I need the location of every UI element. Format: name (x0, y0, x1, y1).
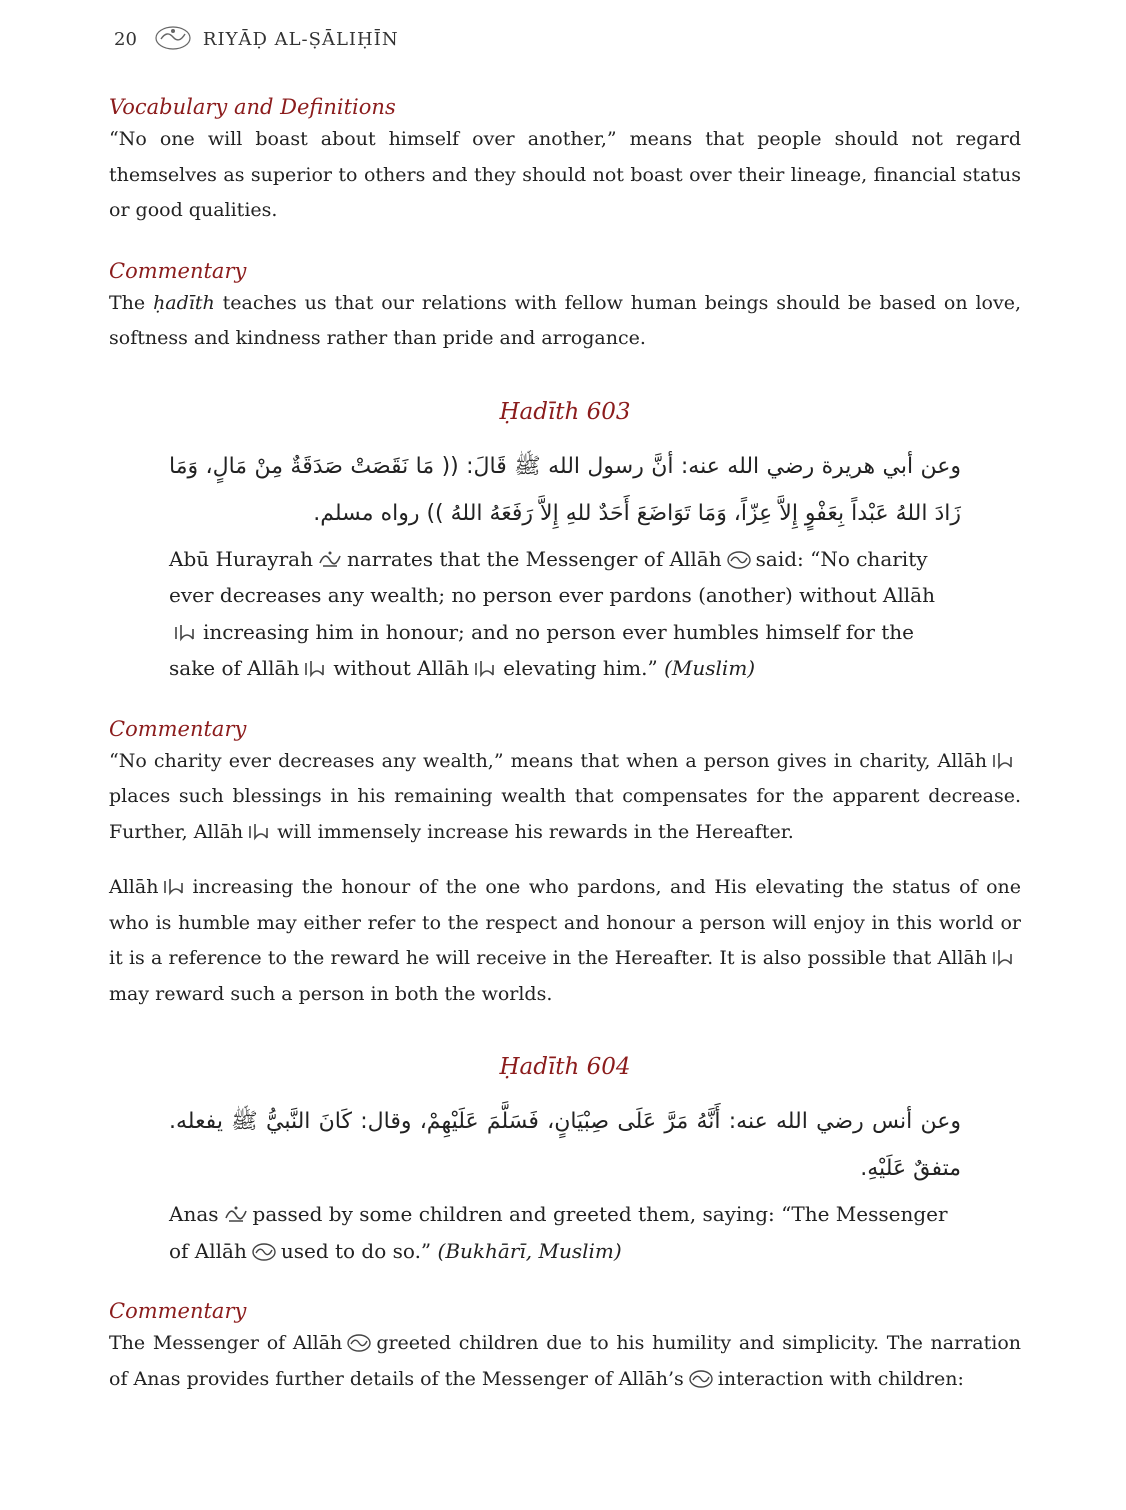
text-run: said: “No charity ever decreases any wealth; no person ever pardons (another) without Allāh (169, 546, 935, 607)
salutation-glyph-icon (346, 1330, 372, 1352)
radiya-glyph-icon (317, 545, 343, 567)
book-title: RIYĀḌ AL-ṢĀLIḤĪN (202, 29, 399, 50)
exaltation-glyph-icon (991, 945, 1017, 967)
hadith-603-citation: (Muslim) (664, 656, 756, 680)
text-run: Allāh (109, 876, 159, 898)
text-run: Abū Hurayrah (169, 546, 313, 571)
text-run: interaction with children: (717, 1367, 964, 1390)
exaltation-glyph-icon (303, 654, 329, 676)
text-run: increasing the honour of the one who pardons, and His elevating the status of one who is humble may either refer to the respect and honour a person will enjoy in this world or it is a reference to the reward he will receive in the Hereafter. It is also possible that Allāh (109, 876, 1021, 969)
text-run: places such blessings in his remaining wealth that compensates for the apparent decrease. Further, Allāh (109, 785, 1021, 843)
hadith-603-arabic: وعن أبي هريرة رضي الله عنه: أنَّ رسول الله ﷺ قَالَ: (( مَا نَقَصَتْ صَدَقَةٌ مِنْ مَالٍ، وَمَا زَادَ اللهُ عَبْداً بِعَفْوٍ إِلاَّ عِزّاً، وَمَا تَوَاضَعَ أَحَدٌ للهِ إِلاَّ رَفَعَهُ اللهُ )) رواه مسلم. (169, 453, 961, 526)
hadith-604-translation (169, 1196, 961, 1269)
hadith-603-translation (169, 541, 961, 687)
running-head (114, 22, 399, 57)
hadith-604-citation: (Bukhārī, Muslim) (437, 1238, 622, 1263)
text-run: used to do so.” (280, 1238, 432, 1263)
book-seal-icon (153, 22, 193, 57)
text-run: elevating him.” (503, 656, 658, 680)
text-run: may reward such a person in both the worlds. (109, 982, 553, 1005)
section-heading-commentary: Commentary (109, 1299, 247, 1323)
exaltation-glyph-icon (162, 874, 188, 896)
text-run: teaches us that our relations with fellow human beings should be based on love, softness and kindness rather than pride and arrogance. (109, 291, 1022, 349)
commentary-paragraph (109, 744, 1021, 851)
section-heading-vocabulary: Vocabulary and Definitions (109, 95, 396, 119)
commentary-paragraph (109, 286, 1021, 357)
page-body (109, 92, 1021, 1397)
text-run: “No charity ever decreases any wealth,” means that when a person gives in charity, Allāh (109, 749, 987, 772)
hadith-604-heading: Ḥadīth 604 (499, 1054, 631, 1080)
salutation-glyph-icon (726, 545, 752, 567)
vocabulary-paragraph: “No one will boast about himself over another,” means that people should not regard themselves as superior to others and they should not boast over their lineage, financial status or good qualities. (109, 128, 1021, 221)
exaltation-glyph-icon (247, 819, 273, 841)
exaltation-glyph-icon (991, 748, 1017, 770)
exaltation-glyph-icon (473, 654, 499, 676)
hadith-604-arabic: وعن أنس رضي الله عنه: أَنَّهُ مَرَّ عَلَى صِبْيَانٍ، فَسَلَّمَ عَلَيْهِمْ، وقال: كَانَ النَّبيُّ ﷺ يفعله. متفقٌ عَلَيْهِ. (169, 1109, 961, 1181)
term-hadith: ḥadīth (153, 291, 215, 314)
text-run: passed by some children and greeted them, saying: “The Messenger of Allāh (169, 1202, 948, 1263)
radiya-glyph-icon (223, 1200, 249, 1222)
commentary-paragraph (109, 1326, 1021, 1397)
section-heading-commentary: Commentary (109, 258, 247, 283)
text-run: The Messenger of Allāh (109, 1332, 343, 1354)
text-run: narrates that the Messenger of Allāh (346, 546, 722, 571)
hadith-603-heading: Ḥadīth 603 (499, 398, 631, 425)
text-run: increasing him in honour; and no person ever humbles himself for the sake of Allāh (169, 619, 914, 680)
salutation-glyph-icon (251, 1237, 277, 1259)
text-run: without Allāh (333, 656, 470, 680)
page-number: 20 (114, 29, 137, 50)
text-run: greeted children due to his humility and simplicity. The narration of Anas provides further details of the Messenger of Allāh’s (109, 1332, 1021, 1390)
commentary-paragraph (109, 870, 1021, 1012)
text-run: will immensely increase his rewards in the Hereafter. (277, 820, 794, 843)
salutation-glyph-icon (688, 1366, 714, 1388)
text-run: The (109, 291, 154, 314)
section-heading-commentary: Commentary (109, 716, 247, 741)
exaltation-glyph-icon (173, 618, 199, 640)
text-run: Anas (169, 1202, 219, 1226)
